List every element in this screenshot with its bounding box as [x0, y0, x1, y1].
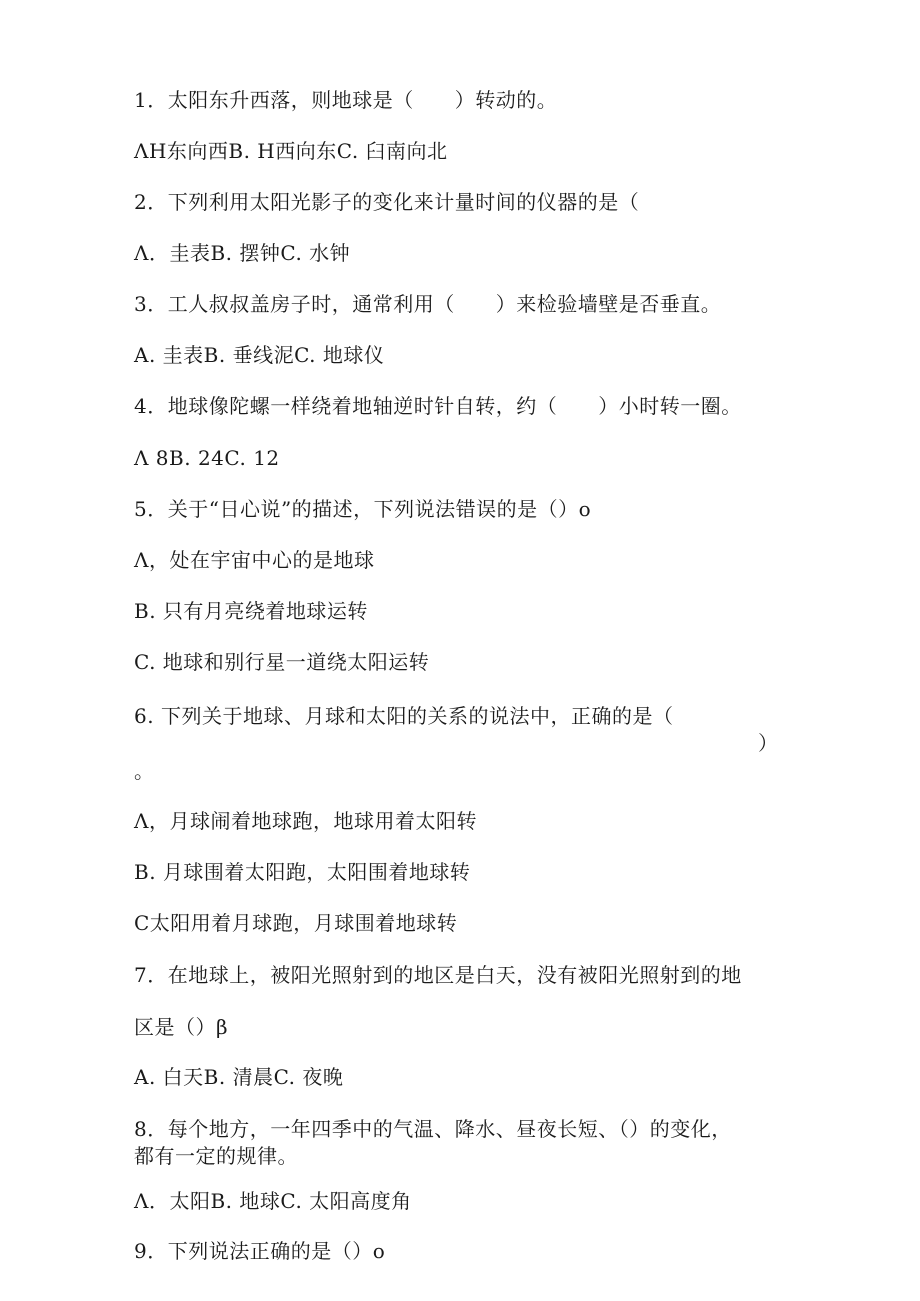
question-3-options: A. 圭表B. 垂线泥C. 地球仪: [134, 343, 385, 367]
question-2-options: Λ．圭表B. 摆钟C. 水钟: [134, 241, 351, 265]
question-9: 9．下列说法正确的是（）o: [134, 1239, 386, 1263]
question-7-options: A. 白天B. 清晨C. 夜晚: [134, 1065, 344, 1089]
question-5: 5．关于“日心说”的描述，下列说法错误的是（）o: [134, 497, 592, 521]
question-5-option-a: Λ，处在宇宙中心的是地球: [134, 548, 375, 572]
question-2: 2．下列利用太阳光影子的变化来计量时间的仪器的是（: [134, 190, 640, 214]
question-8: 8．每个地方，一年四季中的气温、降水、昼夜长短、（）的变化，: [134, 1117, 732, 1141]
question-3: 3．工人叔叔盖房子时，通常利用（ ）来检验墙壁是否垂直。: [134, 292, 722, 316]
question-7: 7．在地球上，被阳光照射到的地区是白天，没有被阳光照射到的地: [134, 963, 742, 987]
question-8-options: Λ．太阳B. 地球C. 太阳高度角: [134, 1189, 412, 1213]
question-1-options: ΛH东向西B. H西向东C. 臼南向北: [134, 139, 448, 163]
question-1: 1．太阳东升西落，则地球是（ ）转动的。: [134, 88, 558, 112]
question-4: 4．地球像陀螺一样绕着地轴逆时针自转，约（ ）小时转一圈。: [134, 394, 742, 418]
question-8-continued: 都有一定的规律。: [134, 1144, 298, 1168]
question-6-option-c: C太阳用着月球跑，月球围着地球转: [134, 911, 458, 935]
question-6-option-b: B. 月球围着太阳跑，太阳围着地球转: [134, 860, 471, 884]
question-4-options: Λ 8B. 24C. 12: [134, 446, 280, 470]
question-6-period: 。: [134, 759, 154, 783]
question-7-continued: 区是（）β: [134, 1015, 229, 1039]
question-6-closing-paren: ）: [758, 731, 778, 755]
question-6-option-a: Λ，月球闹着地球跑，地球用着太阳转: [134, 809, 477, 833]
question-5-option-c: C. 地球和别行星一道绕太阳运转: [134, 650, 430, 674]
question-6: 6. 下列关于地球、月球和太阳的关系的说法中，正确的是（: [134, 704, 674, 728]
question-5-option-b: B. 只有月亮绕着地球运转: [134, 599, 368, 623]
